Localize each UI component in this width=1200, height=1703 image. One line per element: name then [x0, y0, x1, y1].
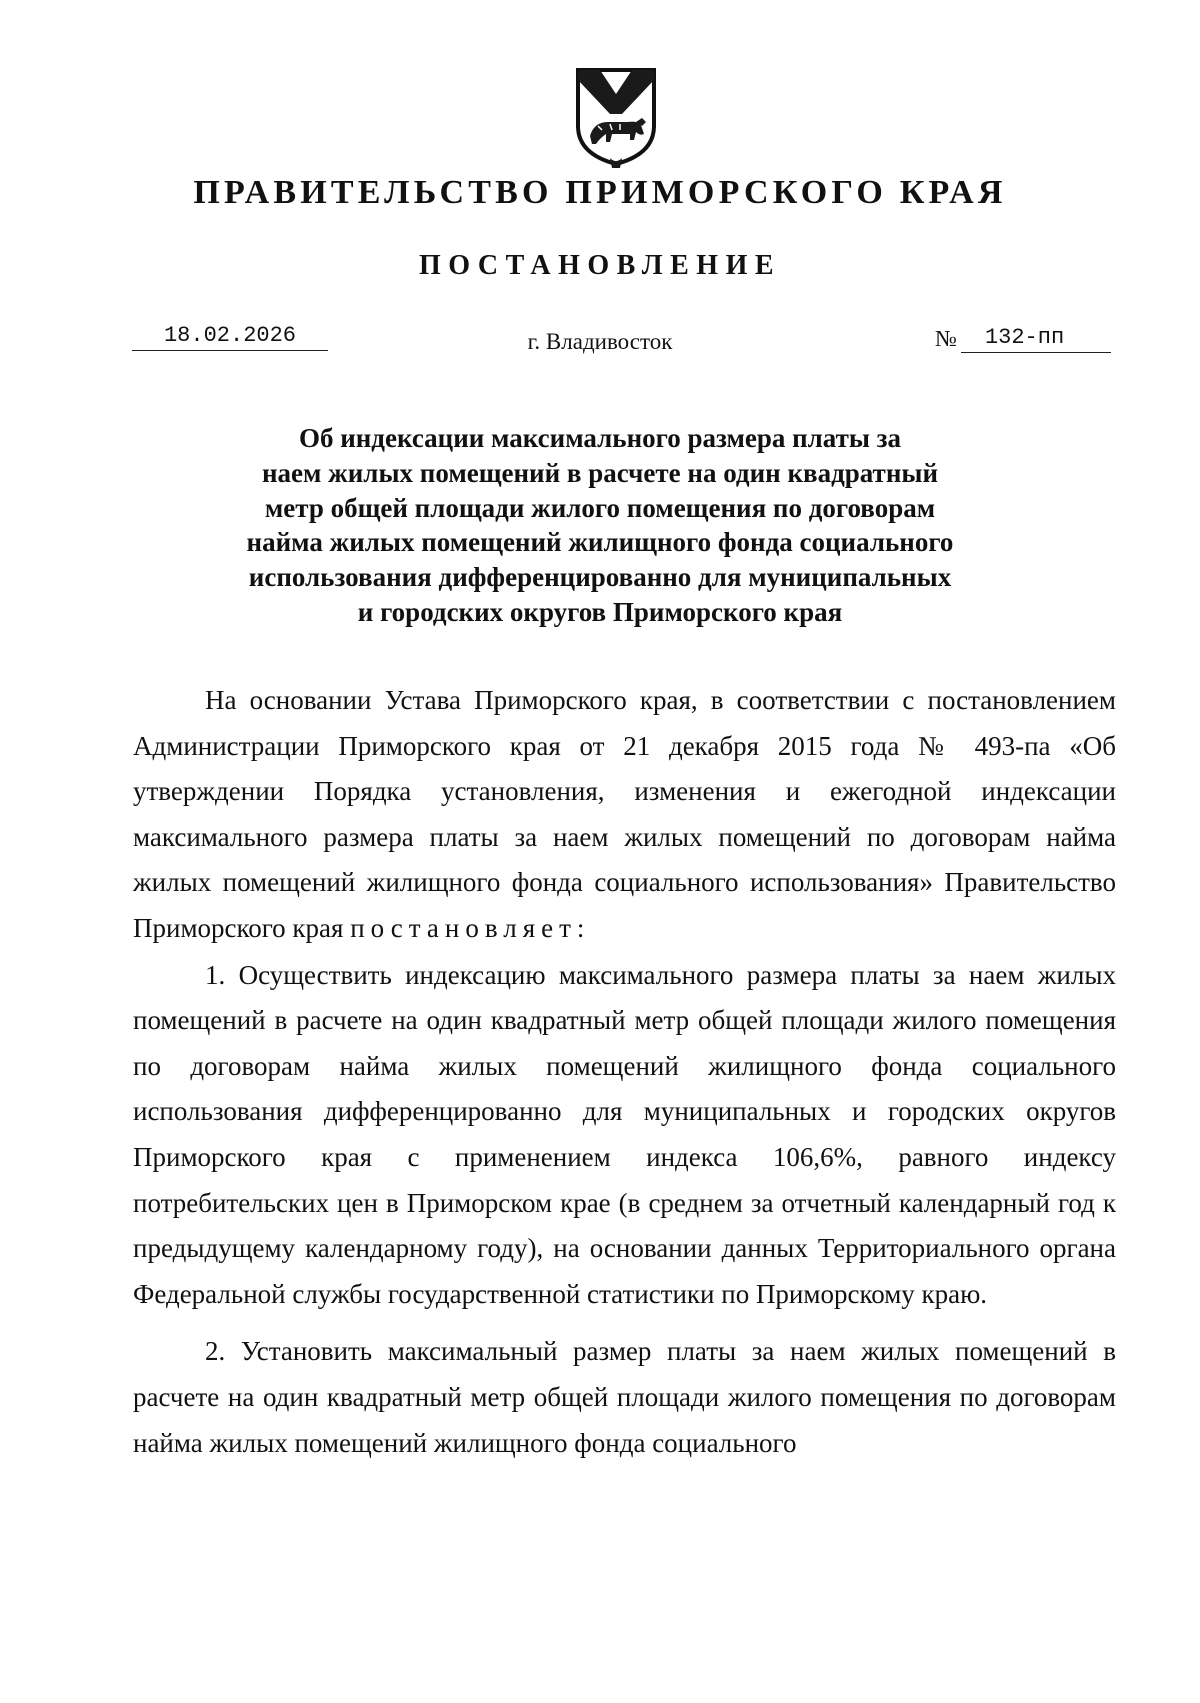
clause-2-paragraph: 2. Установить максимальный размер платы за наем жилых помещений в расчете на один квадратный метр общей площади жилого помещения по договорам найма жилых помещений жилищного фонда социального [133, 1336, 1116, 1458]
heading-line: Об индексации максимального размера платы за [298, 423, 902, 453]
heading-line: использования дифференцированно для муниципальных [248, 562, 952, 593]
resolves-word: постановляет: [350, 912, 591, 943]
preamble-paragraph [133, 678, 1116, 952]
heading-line: и городских округов Приморского края [357, 596, 843, 627]
preamble-text: На основании Устава Приморского края, в соответствии с постановлением Администрации Приморского края от 21 декабря 2015 года № 493-па «Об утверждении Порядка установления, изменения и ежегодной индексации максимального размера платы за наем жилых помещений по договорам найма жилых помещений жилищного фонда социального использования» Правительство Приморского края [133, 685, 1116, 943]
document-city: г. Владивосток [527, 329, 673, 354]
number-label: № [935, 326, 957, 351]
government-title: ПРАВИТЕЛЬСТВО ПРИМОРСКОГО КРАЯ [193, 174, 1007, 211]
document-heading [150, 421, 1050, 630]
document-body [133, 678, 1116, 1466]
heading-line: метр общей площади жилого помещения по договорам [264, 492, 936, 523]
heading-line: найма жилых помещений жилищного фонда социального [246, 527, 954, 558]
clause-1-paragraph: 1. Осуществить индексацию максимального размера платы за наем жилых помещений в расчете на один квадратный метр общей площади жилого помещения по договорам найма жилых помещений жилищного фонда социального использования дифференцированно для муниципальных и городских округов Приморского края с применением индекса 106,6%, равного индексу потребительских цен в Приморском крае (в среднем за отчетный календарный год к предыдущему календарному году), на основании данных Территориального органа Федеральной службы государственной статистики по Приморскому краю. [133, 959, 1116, 1309]
number-value: 132-пп [961, 324, 1111, 353]
document-type: ПОСТАНОВЛЕНИЕ [418, 250, 782, 281]
coat-of-arms-icon [570, 60, 662, 172]
heading-line: наем жилых помещений в расчете на один квадратный [261, 457, 939, 488]
document-number [935, 324, 1111, 353]
document-date: 18.02.2026 [132, 322, 328, 351]
